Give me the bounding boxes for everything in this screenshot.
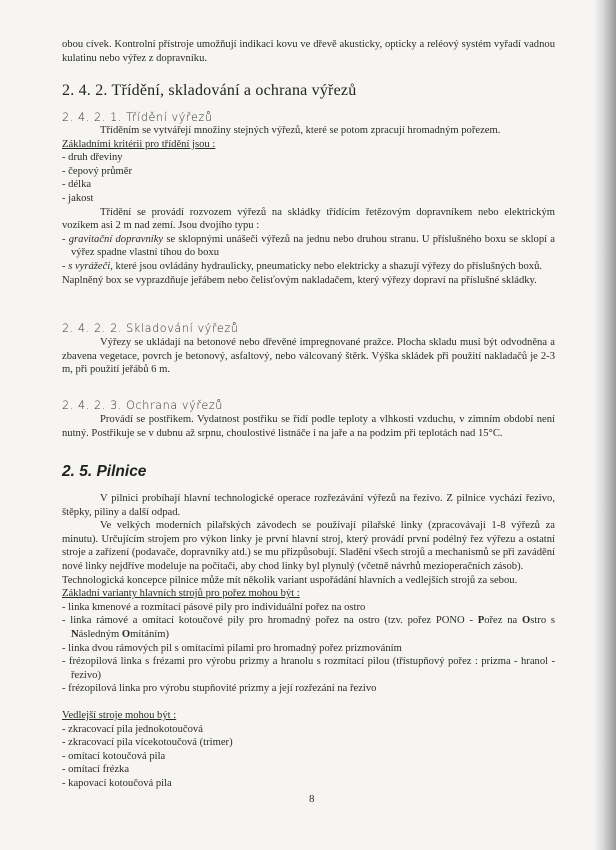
intro-text: obou cívek. Kontrolní přístroje umožňují indikaci kovu ve dřevě akusticky, opticky a reléový systém vyřadí vadnou kulatinu nebo výřez z dopravníku. xyxy=(62,39,555,64)
paragraph: Výřezy se ukládají na betonové nebo dřevěné impregnované pražce. Plocha skladu musí být odvodněna a zbavena vegetace, povrch je betonový, asfaltový, nebo válcovaný štěrk. Výška skládek při použití nakladačů je 2-3 m, při použití jeřábů 6 m. xyxy=(62,337,555,376)
list-item xyxy=(62,614,555,641)
paragraph: Ve velkých moderních pilařských závodech se používají pilařské linky (zpracovávají 1-8 výřezů za minutu). Určujícím strojem pro výkon linky je první hlavní stroj, který provádí první podélný řez výřezu a ostatní stroje a zařízení (podavače, dopravníky atd.) se mu přizpůsobují. Sladění všech strojů a mechanismů se při zavádění nové linky nejdříve modeluje na počítači, aby chod linky byl plynulý (včetně návrhů mezioperačních zásob). xyxy=(62,520,555,572)
list-item: - linka kmenové a rozmítací pásové pily pro individuální pořez na ostro xyxy=(62,601,366,613)
intro-paragraph xyxy=(62,38,555,65)
acronym-letter: O xyxy=(521,615,531,627)
list-item: - jakost xyxy=(62,192,94,204)
section-heading-2-5: 2. 5. Pilnice xyxy=(62,463,147,480)
list-item: - zkracovací pila jednokotoučová xyxy=(62,723,203,735)
paragraph: Naplněný box se vyprazdňuje jeřábem nebo čelisťovým nakladačem, který výřezy dopraví na příslušné skládky. xyxy=(62,274,537,286)
main-machines-label: Základní varianty hlavních strojů pro pořez mohou být : xyxy=(62,588,300,600)
section-heading-2-4-2: 2. 4. 2. Třídění, skladování a ochrana výřezů xyxy=(62,82,357,99)
list-text: - linka rámové a omítací kotoučové pily pro hromadný pořez na ostro (tzv. pořez PONO - xyxy=(62,615,478,627)
list-text: které jsou ovládány hydraulicky, pneumaticky nebo elektricky a shazují výřezy do příslušných boxů. xyxy=(112,260,543,272)
list-item: - kapovací kotoučová pila xyxy=(62,777,172,789)
subsection-heading-2-4-2-1: 2. 4. 2. 1. Třídění výřezů xyxy=(62,111,213,124)
paragraph: Provádí se postřikem. Vydatnost postřiku se řídí podle teploty a vlhkosti vzduchu, v zimním období není nutný. Postřikuje se v dubnu až srpnu, choulostivé listnáče i na jaře a na podzim při teplotách nad 15°C. xyxy=(62,414,555,439)
list-item: - čepový průměr xyxy=(62,165,133,177)
side-machines-label: Vedlejší stroje mohou být : xyxy=(62,709,177,721)
list-item: - linka dvou rámových pil s omítacími pilami pro hromadný pořez prizmováním xyxy=(62,642,402,654)
page-number: 8 xyxy=(309,793,315,805)
acronym-letter: N xyxy=(71,628,79,640)
subsection-heading-2-4-2-3: 2. 4. 2. 3. Ochrana výřezů xyxy=(62,399,223,412)
paragraph: Tříděním se vytvářejí množiny stejných výřezů, které se potom zpracují hromadným pořezem. xyxy=(100,125,501,136)
term: s vyrážeči, xyxy=(68,260,113,272)
list-item: - frézopilová linka pro výrobu stupňovité prizmy a její rozřezání na řezivo xyxy=(62,683,377,695)
list-item: - s vyrážeči, které jsou ovládány hydraulicky, pneumaticky nebo elektricky a shazují výřezy do příslušných boxů. xyxy=(62,260,543,272)
list-item: - frézopilová linka s frézami pro výrobu prizmy a hranolu s rozmítací pilou (třístupňový pořez : prizma - hranol - řezivo) xyxy=(62,656,555,681)
list-text: ořez na xyxy=(484,615,522,627)
protection-section xyxy=(62,413,555,440)
list-item: - omítací kotoučová pila xyxy=(62,750,166,762)
sawmill-section xyxy=(62,492,555,790)
criteria-label: Základními kritérii pro třídění jsou : xyxy=(62,138,216,150)
term: gravitační dopravníky xyxy=(68,233,164,245)
list-text: se sklopnými unášeči výřezů na jednu nebo druhou stranu. U příslušného boxu se sklopí a výřez spadne vlastní tíhou do boxu xyxy=(71,233,555,259)
subsection-heading-2-4-2-2: 2. 4. 2. 2. Skladování výřezů xyxy=(62,322,239,335)
storage-section xyxy=(62,336,555,377)
sorting-section xyxy=(62,124,555,287)
list-text: ásledným xyxy=(78,628,122,640)
acronym-letter: P xyxy=(477,615,485,627)
list-item: - omítací frézka xyxy=(62,764,130,776)
paragraph: V pilnici probíhají hlavní technologické operace rozřezávání výřezů na řezivo. Z pilnice vychází řezivo, štěpky, piliny a další odpad. xyxy=(62,493,555,518)
acronym-letter: O xyxy=(121,628,131,640)
scan-edge-shadow xyxy=(594,0,616,850)
list-text: stro s xyxy=(530,615,555,627)
list-item: - zkracovací pila vícekotoučová (trimer) xyxy=(62,737,233,749)
list-item: - délka xyxy=(62,179,92,191)
list-item: - druh dřeviny xyxy=(62,152,123,164)
list-text: mítáním) xyxy=(130,628,169,640)
paragraph: Třídění se provádí rozvozem výřezů na skládky třídícím řetězovým dopravníkem nebo elektrickým vozíkem asi 2 m nad zemí. Jsou dvojího typu : xyxy=(62,206,555,232)
list-item: - gravitační dopravníky se sklopnými unášeči výřezů na jednu nebo druhou stranu. U příslušného boxu se sklopí a výřez spadne vlastní tíhou do boxu xyxy=(62,233,555,259)
paragraph: Technologická koncepce pilnice může mít několik variant uspořádání hlavních a vedlejších strojů za sebou. xyxy=(62,574,518,586)
